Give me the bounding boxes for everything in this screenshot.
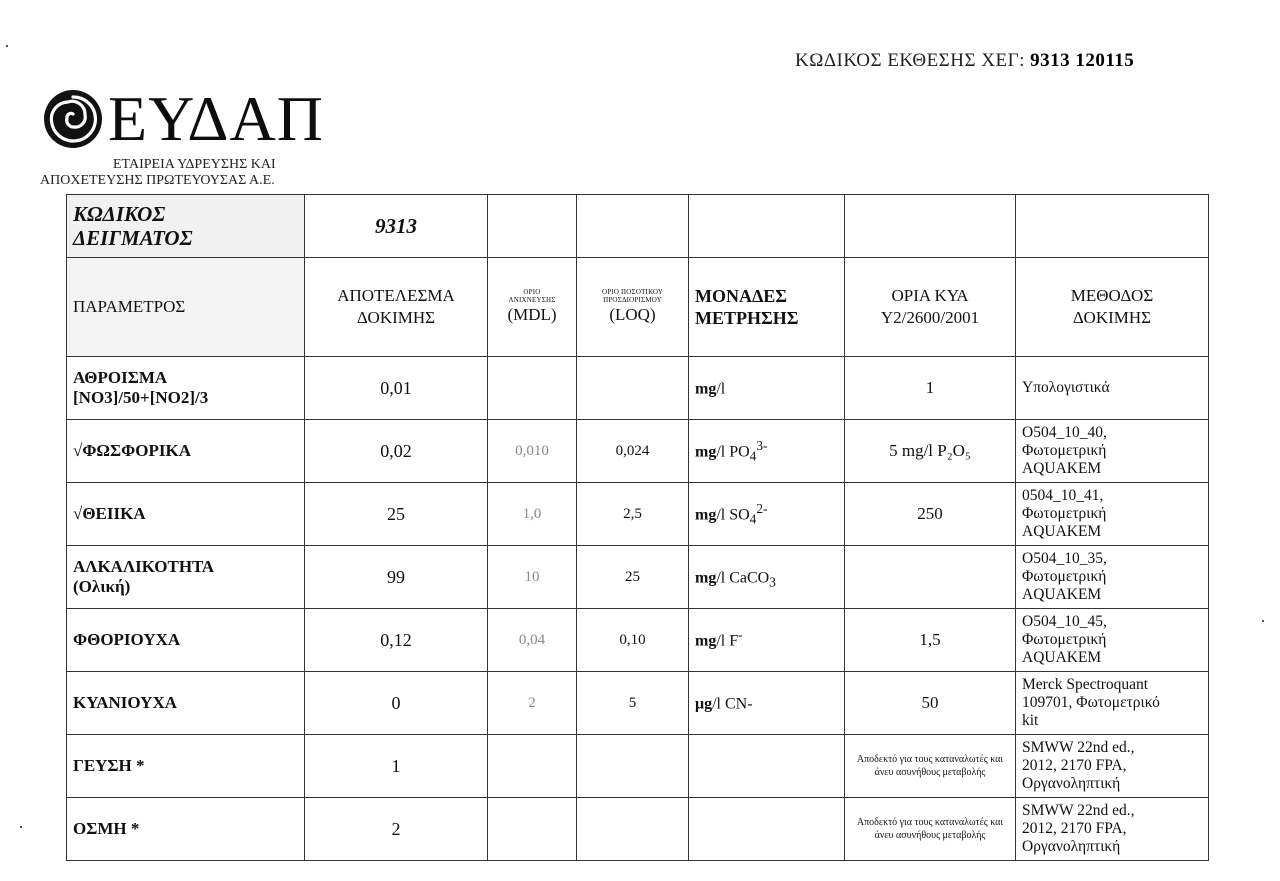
table-row [67,672,1209,735]
results-body [67,357,1209,861]
parameter-cell: ΟΣΜΗ * [67,798,305,861]
result-cell: 0,12 [305,609,488,672]
method-cell: Υπολογιστικά [1016,357,1209,420]
limit-cell [845,546,1016,609]
header-limits: ΟΡΙΑ ΚΥΑ Υ2/2600/2001 [845,258,1016,357]
unit-cell: mg/l F- [689,609,845,672]
parameter-cell: ΦΘΟΡΙΟΥΧΑ [67,609,305,672]
loq-cell: 0,10 [577,609,689,672]
report-reference-value: 9313 120115 [1030,50,1135,71]
loq-cell [577,798,689,861]
mdl-cell: 0,010 [488,420,577,483]
sample-code-value: 9313 [305,195,488,258]
parameter-cell: √ΘΕΙΙΚΑ [67,483,305,546]
table-row [67,609,1209,672]
parameter-cell: ΓΕΥΣΗ * [67,735,305,798]
unit-cell [689,735,845,798]
method-cell: 0504_10_41, Φωτομετρική AQUAKEM [1016,483,1209,546]
limit-cell: Αποδεκτό για τους καταναλωτές και άνευ ασυνήθους μεταβολής [845,798,1016,861]
table-row [67,420,1209,483]
unit-cell: μg/l CN- [689,672,845,735]
table-row [67,798,1209,861]
table-row [67,735,1209,798]
mdl-cell: 1,0 [488,483,577,546]
company-name-line-1: ΕΤΑΙΡΕΙΑ ΥΔΡΕΥΣΗΣ ΚΑΙ [113,157,276,172]
result-cell: 0,01 [305,357,488,420]
method-cell: SMWW 22nd ed., 2012, 2170 FPA, Οργανοληπτική [1016,735,1209,798]
method-cell: O504_10_35, Φωτομετρική AQUAKEM [1016,546,1209,609]
limit-cell: 1,5 [845,609,1016,672]
result-cell: 25 [305,483,488,546]
mdl-cell [488,357,577,420]
scan-speck [6,45,8,47]
table-row [67,357,1209,420]
header-row [67,258,1209,357]
report-reference-label: ΚΩΔΙΚΟΣ ΕΚΘΕΣΗΣ ΧΕΓ: [795,50,1025,71]
parameter-cell: ΑΘΡΟΙΣΜΑ [NO3]/50+[NO2]/3 [67,357,305,420]
loq-cell: 0,024 [577,420,689,483]
limit-cell: 5 mg/l P₂O₅ [845,420,1016,483]
parameter-cell: ΑΛΚΑΛΙΚΟΤΗΤΑ (Ολική) [67,546,305,609]
scan-speck [20,826,22,828]
scan-speck [1262,620,1264,622]
spiral-logo-icon [42,88,104,150]
limit-cell: 50 [845,672,1016,735]
header-mdl: ΟΡΙΟ ΑΝΙΧΝΕΥΣΗΣ (MDL) [488,258,577,357]
results-table [66,194,1209,861]
table-row [67,483,1209,546]
unit-cell: mg/l CaCO$_3$ [689,546,845,609]
limit-cell: 250 [845,483,1016,546]
method-cell: SMWW 22nd ed., 2012, 2170 FPA, Οργανοληπτική [1016,798,1209,861]
loq-cell: 2,5 [577,483,689,546]
result-cell: 1 [305,735,488,798]
unit-cell: mg/l [689,357,845,420]
loq-cell [577,357,689,420]
method-cell: O504_10_45, Φωτομετρική AQUAKEM [1016,609,1209,672]
parameter-cell: √ΦΩΣΦΟΡΙΚΑ [67,420,305,483]
unit-cell: mg/l $PO_4^{3-}$ [689,420,845,483]
loq-cell: 5 [577,672,689,735]
parameter-cell: ΚΥΑΝΙΟΥΧΑ [67,672,305,735]
result-cell: 2 [305,798,488,861]
brand-name: ΕΥΔΑΠ [108,83,324,154]
mdl-cell: 0,04 [488,609,577,672]
result-cell: 0,02 [305,420,488,483]
unit-cell: mg/l $SO_4^{2-}$ [689,483,845,546]
company-name [40,157,276,189]
header-units: ΜΟΝΑΔΕΣ ΜΕΤΡΗΣΗΣ [689,258,845,357]
header-result: ΑΠΟΤΕΛΕΣΜΑ ΔΟΚΙΜΗΣ [305,258,488,357]
header-method: ΜΕΘΟΔΟΣ ΔΟΚΙΜΗΣ [1016,258,1209,357]
loq-cell: 25 [577,546,689,609]
limit-cell: Αποδεκτό για τους καταναλωτές και άνευ ασυνήθους μεταβολής [845,735,1016,798]
method-cell: O504_10_40, Φωτομετρική AQUAKEM [1016,420,1209,483]
sample-code-label: ΚΩΔΙΚΟΣ ΔΕΙΓΜΑΤΟΣ [67,195,305,258]
mdl-cell: 10 [488,546,577,609]
company-logo [42,83,324,154]
header-loq: ΟΡΙΟ ΠΟΣΟΤΙΚΟΥ ΠΡΟΣΔΙΟΡΙΣΜΟΥ (LOQ) [577,258,689,357]
method-cell: Merck Spectroquant 109701, Φωτομετρικό kit [1016,672,1209,735]
sample-code-row [67,195,1209,258]
company-name-line-2: ΑΠΟΧΕΤΕΥΣΗΣ ΠΡΩΤΕΥΟΥΣΑΣ Α.Ε. [40,173,275,188]
limit-cell: 1 [845,357,1016,420]
mdl-cell [488,798,577,861]
result-cell: 0 [305,672,488,735]
table-row [67,546,1209,609]
header-parameter: ΠΑΡΑΜΕΤΡΟΣ [67,258,305,357]
mdl-cell [488,735,577,798]
result-cell: 99 [305,546,488,609]
report-reference [795,50,1134,72]
mdl-cell: 2 [488,672,577,735]
loq-cell [577,735,689,798]
unit-cell [689,798,845,861]
